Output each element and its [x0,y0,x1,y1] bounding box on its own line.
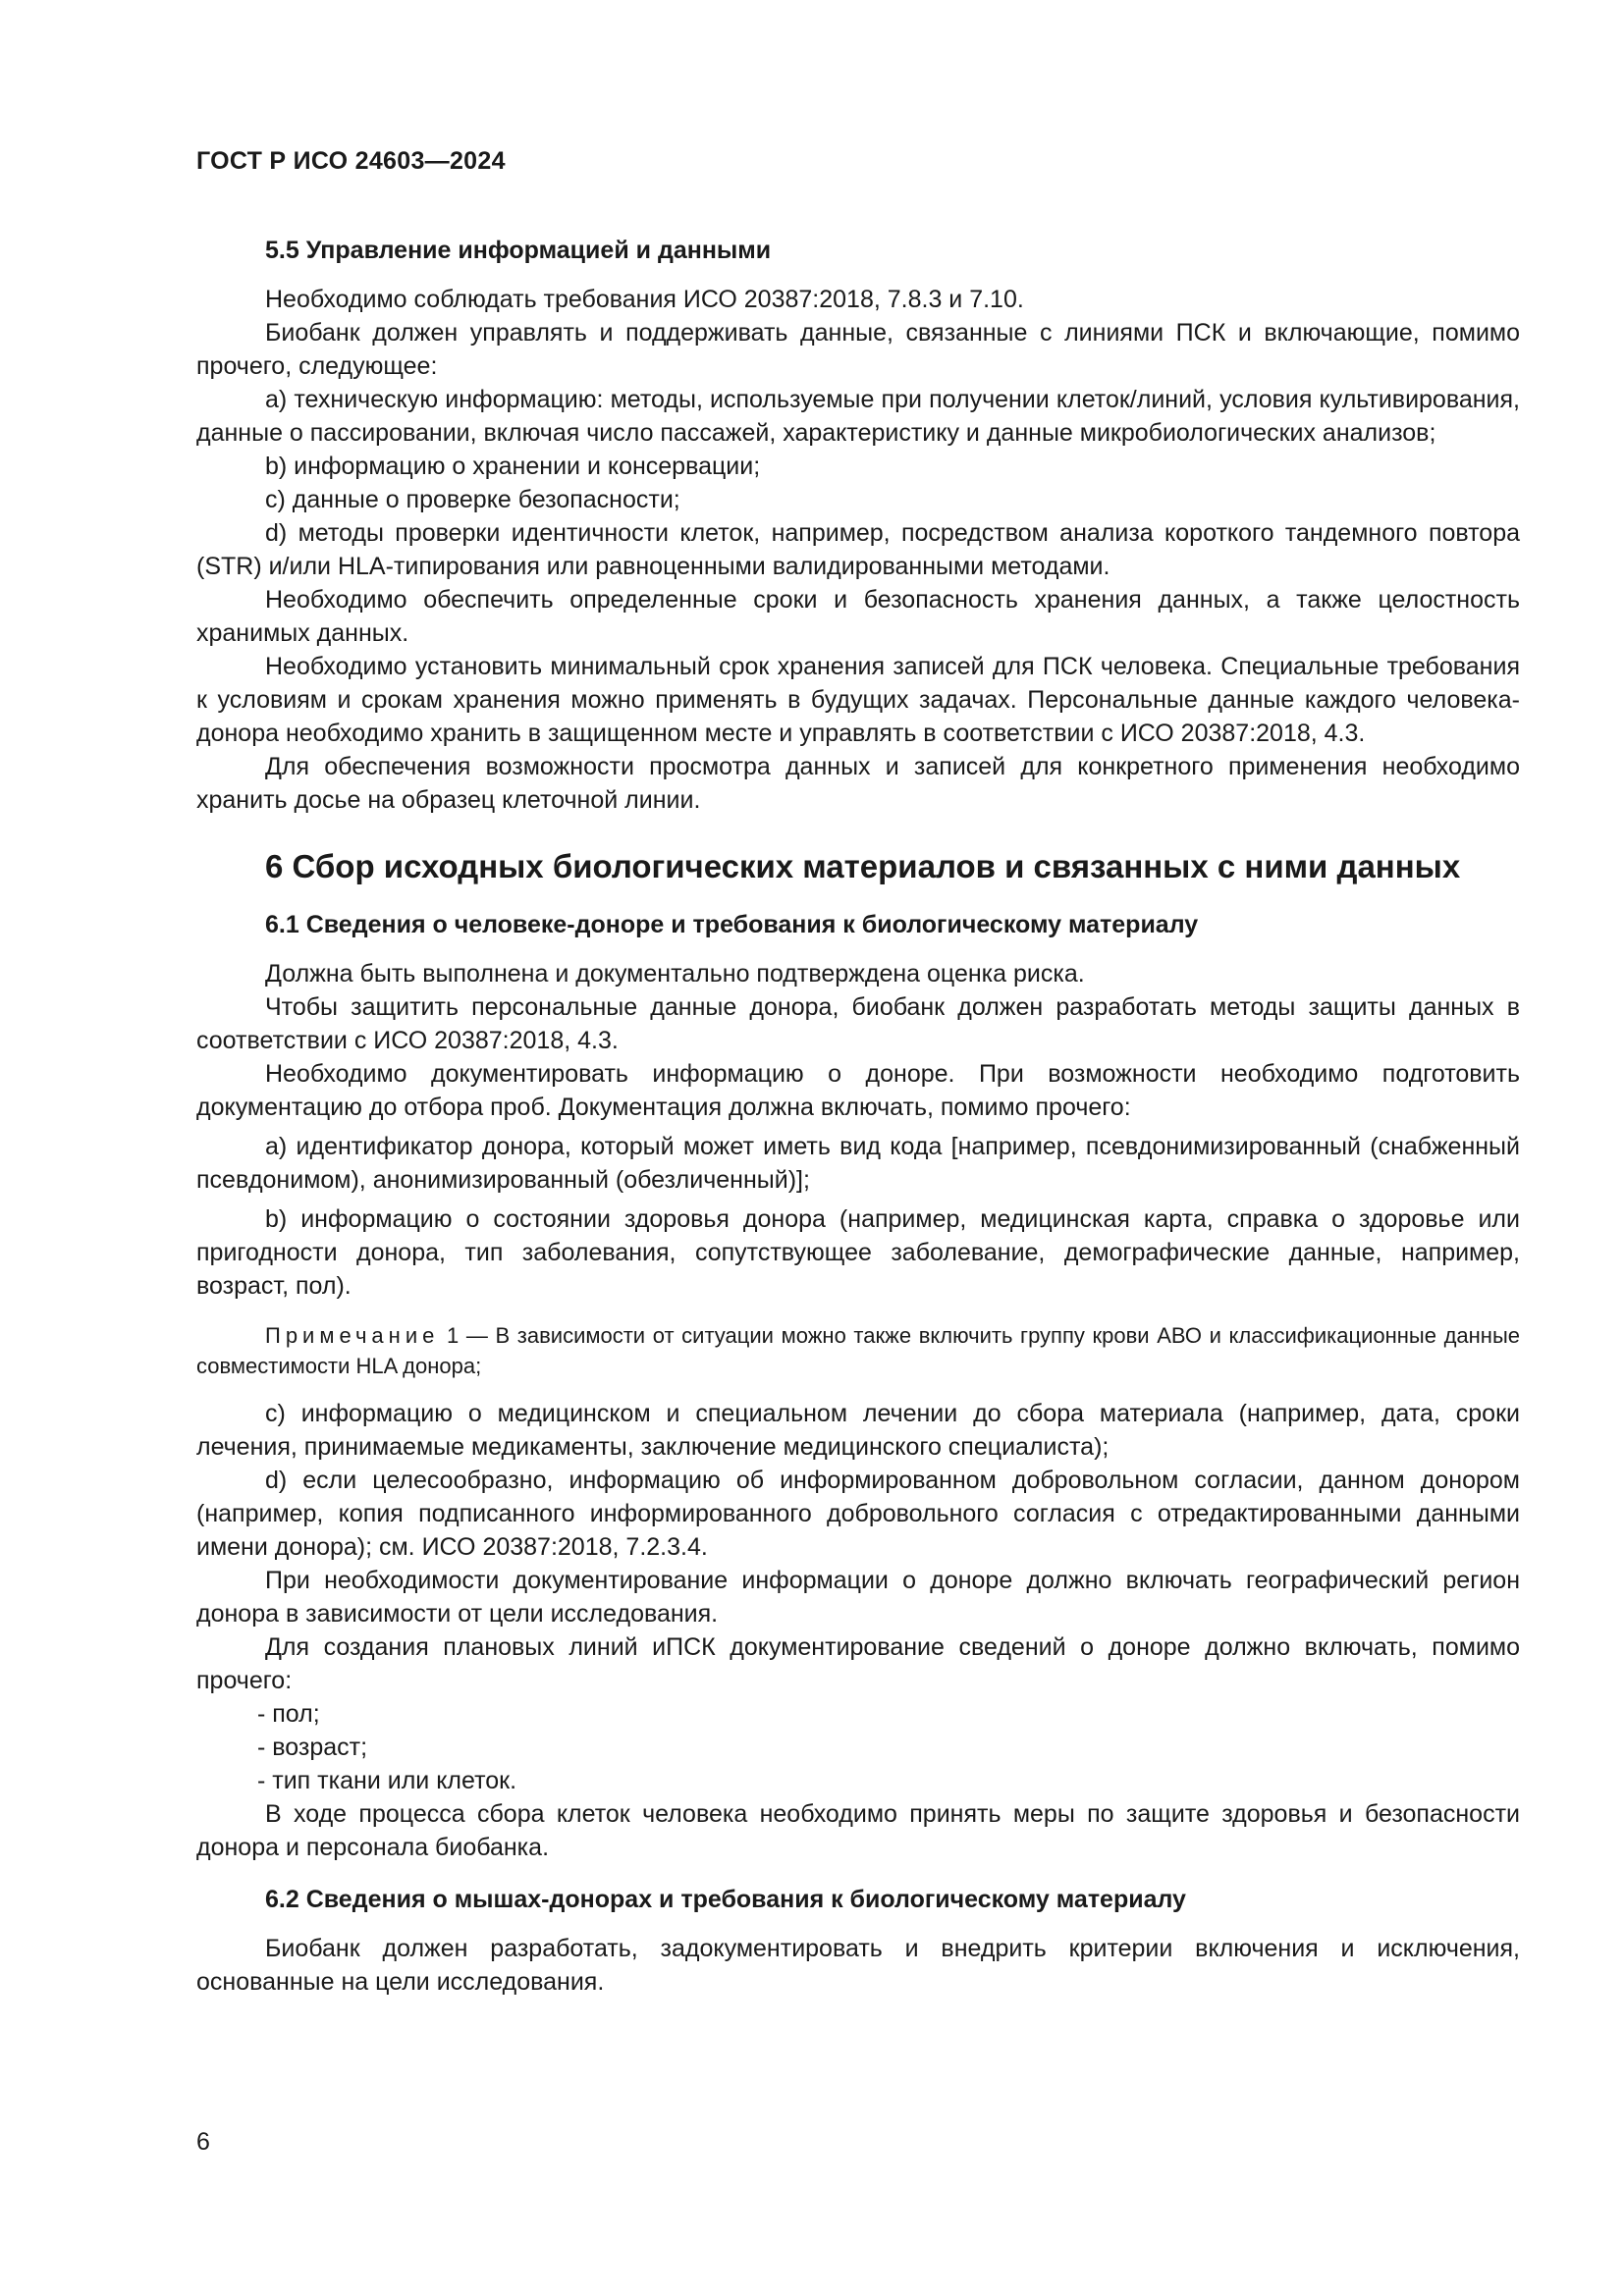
section-5-5-title: 5.5 Управление информацией и данными [265,237,772,264]
list-item: b) информацию о состоянии здоровья донора (например, медицинская карта, справка о здоровье или пригодности донора, тип заболевания, сопутствующее заболевание, демографические данные, например, возраст, пол). [196,1205,1520,1300]
list-item: a) техническую информацию: методы, используемые при получении клеток/линий, условия культивирования, данные о пассировании, включая число пассажей, характеристику и данные микробиологических анализов; [196,386,1520,447]
section-6-title: 6 Сбор исходных биологических материалов и связанных с ними данных [265,848,1461,884]
dash-item: - тип ткани или клеток. [257,1767,517,1794]
list-item: a) идентификатор донора, который может иметь вид кода [например, псевдонимизированный (снабженный псевдонимом), анонимизированный (обезличенный)]; [196,1133,1520,1194]
list-item: c) данные о проверке безопасности; [265,486,680,513]
note-text: 1 — В зависимости от ситуации можно также включить группу крови АВО и классификационные данные совместимости HLA донора; [196,1323,1520,1378]
section-6-1-title: 6.1 Сведения о человеке-доноре и требования к биологическому материалу [265,911,1199,938]
document-page [196,147,1520,1999]
paragraph: При необходимости документирование информации о доноре должно включать географический регион донора в зависимости от цели исследования. [196,1567,1520,1628]
paragraph: В ходе процесса сбора клеток человека необходимо принять меры по защите здоровья и безопасности донора и персонала биобанка. [196,1800,1520,1861]
dash-item: - пол; [257,1700,320,1728]
paragraph: Для создания плановых линий иПСК документирование сведений о доноре должно включать, помимо прочего: [196,1633,1520,1694]
paragraph: Биобанк должен управлять и поддерживать данные, связанные с линиями ПСК и включающие, помимо прочего, следующее: [196,319,1520,380]
list-item: c) информацию о медицинском и специальном лечении до сбора материала (например, дата, сроки лечения, принимаемые медикаменты, заключение медицинского специалиста); [196,1400,1520,1461]
page-number: 6 [196,2128,210,2156]
paragraph: Необходимо соблюдать требования ИСО 20387:2018, 7.8.3 и 7.10. [265,286,1024,313]
list-item: d) методы проверки идентичности клеток, например, посредством анализа короткого тандемного повтора (STR) и/или HLA-типирования или равноценными валидированными методами. [196,519,1520,580]
paragraph: Необходимо документировать информацию о доноре. При возможности необходимо подготовить документацию до отбора проб. Документация должна включать, помимо прочего: [196,1060,1520,1121]
dash-item: - возраст; [257,1734,368,1761]
note [196,1320,1520,1381]
paragraph: Необходимо установить минимальный срок хранения записей для ПСК человека. Специальные требования к условиям и срокам хранения можно применять в будущих задачах. Персональные данные каждого человека-донора необходимо хранить в защищенном месте и управлять в соответствии с ИСО 20387:2018, 4.3. [196,653,1520,747]
paragraph: Необходимо обеспечить определенные сроки и безопасность хранения данных, а также целостность хранимых данных. [196,586,1520,647]
paragraph: Для обеспечения возможности просмотра данных и записей для конкретного применения необходимо хранить досье на образец клеточной линии. [196,753,1520,814]
paragraph: Должна быть выполнена и документально подтверждена оценка риска. [265,960,1085,988]
note-label: Примечание [265,1323,440,1348]
paragraph: Чтобы защитить персональные данные донора, биобанк должен разработать методы защиты данных в соответствии с ИСО 20387:2018, 4.3. [196,993,1520,1054]
section-6-2-title: 6.2 Сведения о мышах-донорах и требования к биологическому материалу [265,1886,1186,1913]
paragraph: Биобанк должен разработать, задокументировать и внедрить критерии включения и исключения, основанные на цели исследования. [196,1935,1520,1996]
list-item: b) информацию о хранении и консервации; [265,453,761,480]
document-header: ГОСТ Р ИСО 24603—2024 [196,147,506,175]
list-item: d) если целесообразно, информацию об информированном добровольном согласии, данном донором (например, копия подписанного информированного добровольного согласия с отредактированными данными имени донора); см. ИСО 20387:2018, 7.2.3.4. [196,1467,1520,1561]
